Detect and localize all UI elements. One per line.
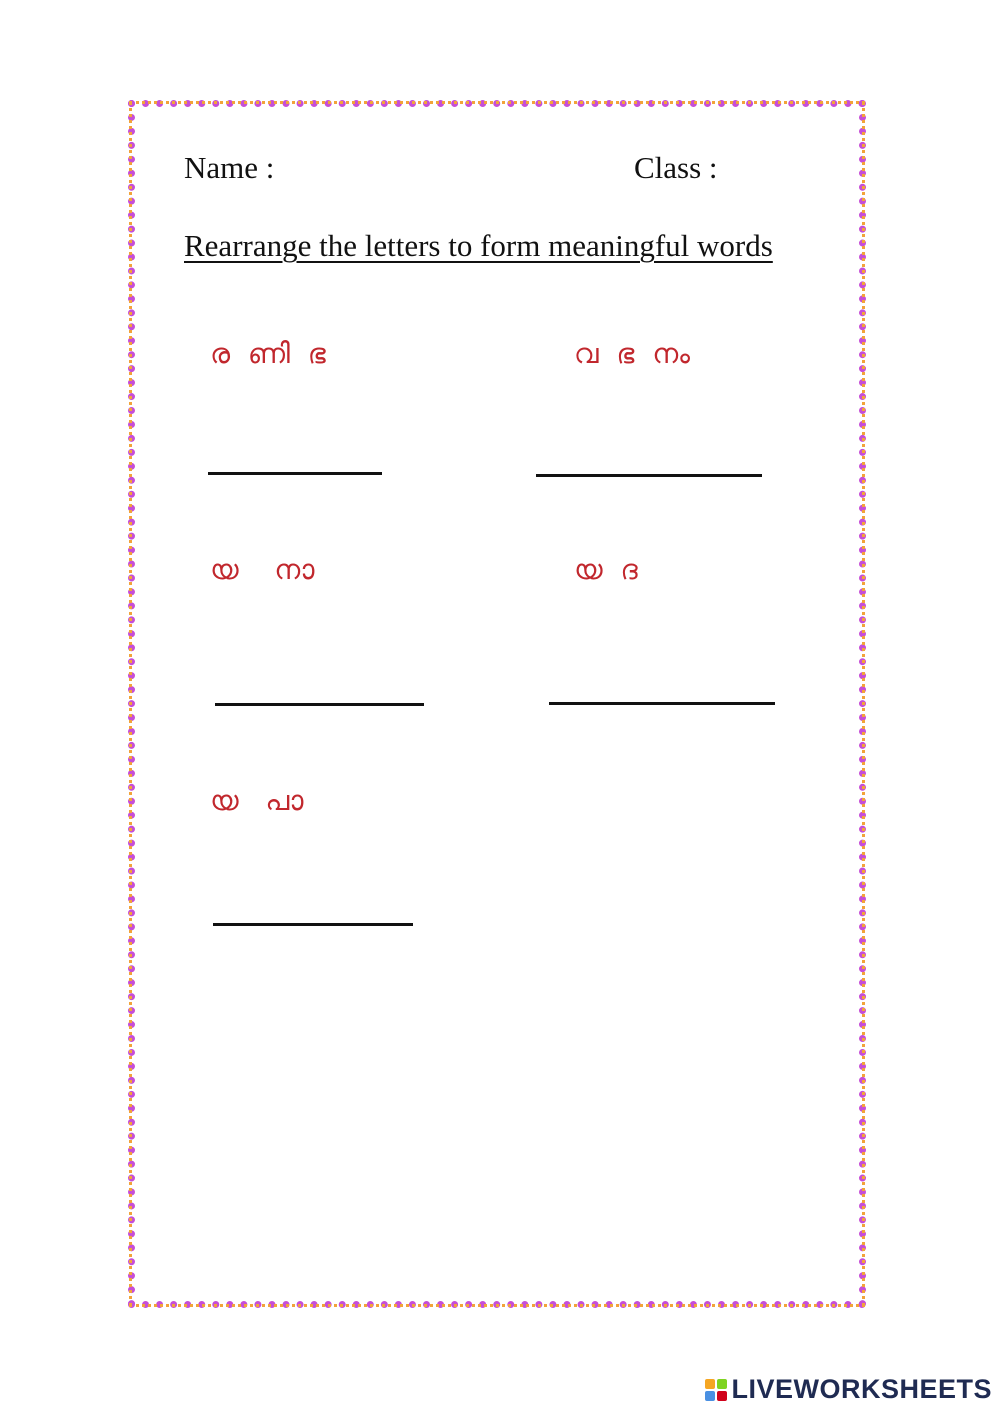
liveworksheets-logo [705,1376,992,1403]
answer-line-5[interactable] [213,923,413,926]
liveworksheets-logo-icon [705,1379,727,1401]
liveworksheets-brand-text: LIVEWORKSHEETS [731,1374,992,1404]
answer-line-1[interactable] [208,472,382,475]
jumbled-letters-4: യ ദ [574,553,638,586]
answer-line-4[interactable] [549,702,775,705]
class-label: Class : [634,150,718,185]
jumbled-letters-1: ര ണി ഭ [210,337,326,370]
jumbled-letters-2: വ ഭ നം [574,337,690,370]
answer-line-2[interactable] [536,474,762,477]
answer-line-3[interactable] [215,703,424,706]
name-label: Name : [184,150,275,185]
jumbled-letters-5: യ പാ [210,784,304,817]
jumbled-letters-3: യ നാ [210,553,315,586]
instruction-heading: Rearrange the letters to form meaningful words [184,228,773,263]
